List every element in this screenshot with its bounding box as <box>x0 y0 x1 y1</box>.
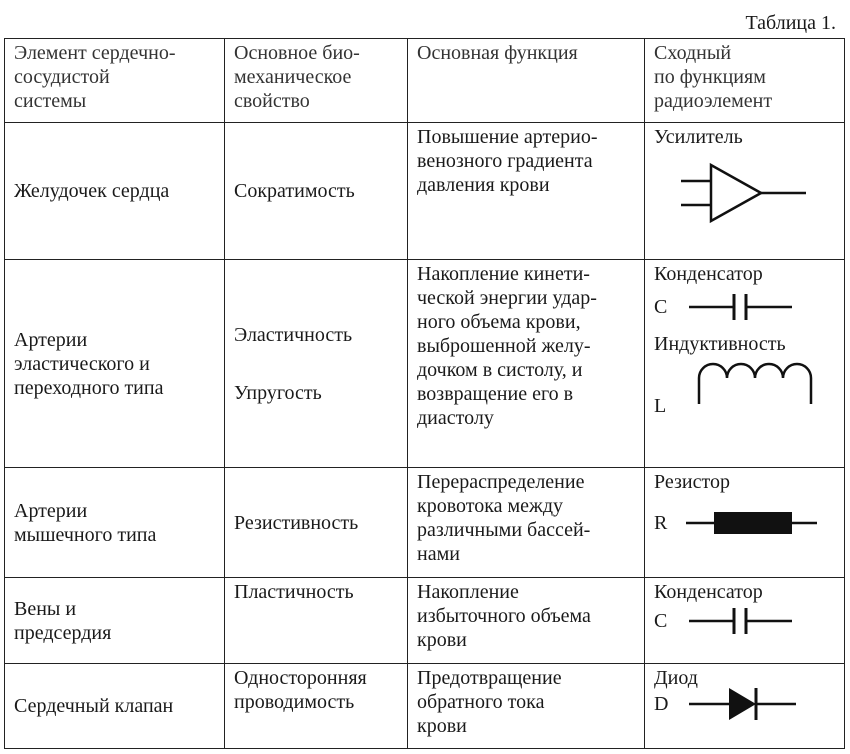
function-cell: Перераспределение кровотока между различными бассей- нами <box>408 468 645 578</box>
element-cell: Сердечный клапан <box>5 664 225 749</box>
header-function: Основная функция <box>408 39 645 123</box>
comparison-table <box>4 38 845 749</box>
table-row <box>5 578 845 664</box>
function-cell: Предотвращение обратного тока крови <box>408 664 645 749</box>
capacitor-symbol-icon <box>684 604 799 638</box>
element-cell: Артерии мышечного типа <box>5 468 225 578</box>
radio-cell: Конденсатор C <box>645 578 845 664</box>
function-cell: Повышение артерио- венозного градиента давления крови <box>408 123 645 260</box>
header-radio-element: Сходный по функциям радиоэлемент <box>645 39 845 123</box>
table-row <box>5 123 845 260</box>
property-cell: Односторонняя проводимость <box>225 664 408 749</box>
element-cell: Вены и предсердия <box>5 578 225 664</box>
function-cell: Накопление кинети- ческой энергии удар- ного объема крови, выброшенной желу- дочком в систолу, и возвращение его в диастолу <box>408 260 645 468</box>
table-row <box>5 664 845 749</box>
radio-cell: Усилитель <box>645 123 845 260</box>
resistor-symbol-icon <box>684 508 819 538</box>
capacitor-symbol-icon <box>684 290 799 324</box>
property-cell: Резистивность <box>225 468 408 578</box>
header-property: Основное био- механическое свойство <box>225 39 408 123</box>
element-cell: Желудочек сердца <box>5 123 225 260</box>
table-row <box>5 260 845 468</box>
radio-cell: Конденсатор C Индуктивность L <box>645 260 845 468</box>
radio-cell: Диод D <box>645 664 845 749</box>
header-element: Элемент сердечно- сосудистой системы <box>5 39 225 123</box>
amplifier-symbol-icon <box>676 153 816 233</box>
function-cell: Накопление избыточного объема крови <box>408 578 645 664</box>
table-row <box>5 468 845 578</box>
element-cell: Артерии эластического и переходного типа <box>5 260 225 468</box>
property-cell: Сократимость <box>225 123 408 260</box>
radio-cell: Резистор R <box>645 468 845 578</box>
property-cell: Пластичность <box>225 578 408 664</box>
property-cell: Эластичность Упругость <box>225 260 408 468</box>
diode-symbol-icon <box>684 684 804 724</box>
table-header-row <box>5 39 845 123</box>
table-caption: Таблица 1. <box>745 12 836 34</box>
